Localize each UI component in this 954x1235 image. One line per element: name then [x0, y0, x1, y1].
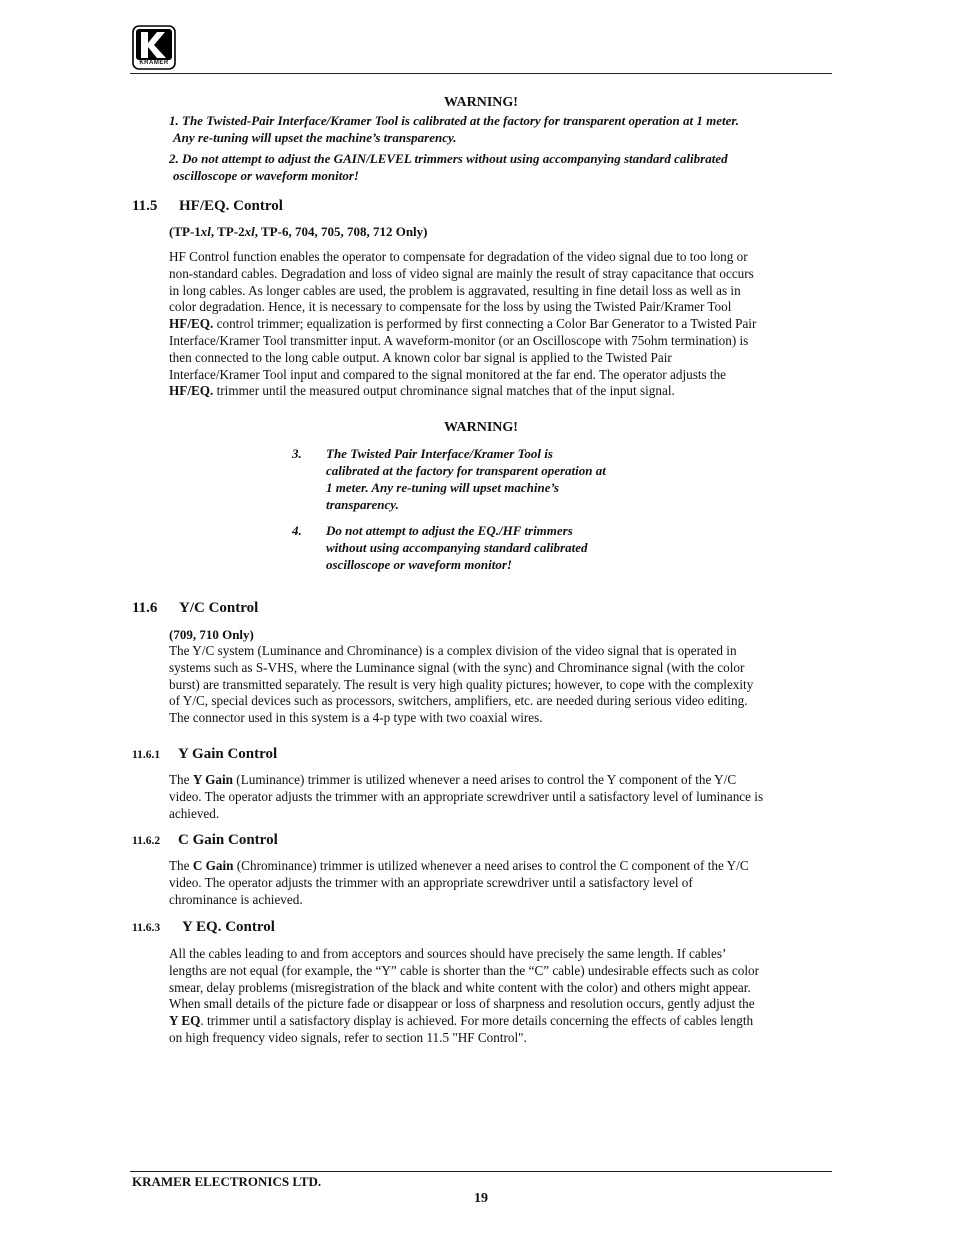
- header-rule: [130, 73, 832, 74]
- line-text: The: [169, 858, 193, 873]
- paragraph-y-gain: [169, 772, 839, 822]
- kramer-logo: [132, 25, 176, 70]
- paragraph-line: The connector used in this system is a 4-p type with two coaxial wires.: [169, 710, 543, 726]
- paragraph-c-gain: [169, 858, 839, 908]
- section-number: 11.6: [132, 600, 158, 616]
- paragraph-line: burst) are transmitted separately. The result is very high quality pictures; however, to cope with the complexity: [169, 676, 754, 692]
- paragraph-line: non-standard cables. Degradation and loss of video signal are mainly the result of stray capacitance that occurs: [169, 265, 754, 281]
- list-line: Do not attempt to adjust the EQ./HF trimmers: [326, 523, 573, 538]
- list-line: without using accompanying standard calibrated: [326, 540, 588, 555]
- paragraph-y-eq: [169, 946, 839, 1047]
- paragraph-line: [169, 858, 839, 875]
- paragraph-line: on high frequency video signals, refer to section 11.5 "HF Control".: [169, 1029, 527, 1045]
- models-part: , TP-2: [210, 224, 245, 239]
- bold-term: Y EQ: [169, 1013, 201, 1029]
- section-heading-11-6-3: [132, 919, 275, 936]
- warning-title: WARNING!: [444, 420, 518, 435]
- paragraph-line: [169, 1013, 839, 1030]
- warning-item-2-line-1: 2. Do not attempt to adjust the GAIN/LEVEL trimmers without using accompanying standard calibrated: [169, 151, 728, 166]
- paragraph-line: smear, delay problems (misregistration of the black and white content with the color) and others might appear.: [169, 979, 751, 995]
- line-text: control trimmer; equalization is performed by first connecting a Color Bar Generator to a Twisted Pair: [213, 316, 757, 332]
- list-line: transparency.: [326, 497, 399, 512]
- paragraph-line: in long cables. As longer cables are used, the problem is aggravated, resulting in fine detail loss as well as in: [169, 282, 741, 298]
- footer-company: KRAMER ELECTRONICS LTD.: [132, 1174, 322, 1189]
- paragraph-line: of Y/C, special devices such as processors, switchers, amplifiers, etc. are needed during serious video editing.: [169, 693, 748, 709]
- section-title: HF/EQ. Control: [179, 198, 283, 214]
- paragraph-line: The Y/C system (Luminance and Chrominance) is a complex division of the video signal that is operated in: [169, 643, 737, 658]
- paragraph-line: Interface/Kramer Tool transmitter input. A waveform-monitor (or an Oscilloscope with 75ohm termination) is: [169, 332, 749, 348]
- list-line: calibrated at the factory for transparent operation at: [326, 463, 606, 478]
- paragraph-line: then connected to the long cable output. A known color bar signal is applied to the Twisted Pair: [169, 349, 672, 365]
- paragraph-line: achieved.: [169, 805, 220, 821]
- bold-term: HF/EQ.: [169, 316, 214, 332]
- paragraph-line: chrominance is achieved.: [169, 891, 303, 907]
- bold-term: C Gain: [192, 858, 234, 873]
- footer-rule: [130, 1171, 832, 1172]
- models-part: (TP-1: [169, 224, 201, 239]
- section-number: 11.5: [132, 198, 158, 214]
- paragraph-line: video. The operator adjusts the trimmer with an appropriate screwdriver until a satisfactory level of luminance is: [169, 788, 764, 804]
- section-heading-11-6-2: [132, 832, 278, 849]
- line-text: (Chrominance) trimmer is utilized whenever a need arises to control the C component of the Y/C: [233, 858, 749, 873]
- paragraph-line: All the cables leading to and from acceptors and sources should have precisely the same length. If cables’: [169, 946, 727, 961]
- paragraph-yc-control: [169, 643, 839, 727]
- warning-title: WARNING!: [444, 95, 518, 110]
- section-models-note: [169, 224, 428, 240]
- bold-term: HF/EQ.: [169, 383, 214, 399]
- models-part: , TP-6, 704, 705, 708, 712 Only): [254, 224, 428, 239]
- paragraph-line: Interface/Kramer Tool input and compared to the signal monitored at the far end. The operator adjusts the: [169, 366, 727, 382]
- paragraph-line: systems such as S-VHS, where the Luminance signal (with the sync) and Chrominance signal (with the color: [169, 659, 745, 675]
- list-number: 4.: [292, 523, 302, 538]
- section-heading-11-5: [132, 198, 283, 215]
- paragraph-line: HF Control function enables the operator to compensate for degradation of the video signal due to too long or: [169, 249, 748, 264]
- paragraph-line: [169, 383, 839, 400]
- list-line: 1 meter. Any re-tuning will upset machine’s: [326, 480, 559, 495]
- list-line: The Twisted Pair Interface/Kramer Tool is: [326, 446, 553, 461]
- warning-item-1-line-2: Any re-tuning will upset the machine’s transparency.: [173, 130, 457, 145]
- line-text: The: [169, 772, 193, 787]
- section-models-note: (709, 710 Only): [169, 627, 254, 642]
- section-number: 11.6.2: [132, 835, 161, 847]
- bold-term: Y Gain: [192, 772, 233, 787]
- list-text: [326, 522, 656, 573]
- section-number: 11.6.3: [132, 922, 161, 934]
- list-line: oscilloscope or waveform monitor!: [326, 557, 512, 572]
- paragraph-line: When small details of the picture fade or disappear or loss of sharpness and resolution occurs, gently adjust the: [169, 996, 755, 1012]
- paragraph-line: [169, 772, 839, 789]
- paragraph-line: video. The operator adjusts the trimmer with an appropriate screwdriver until a satisfactory level of: [169, 874, 693, 890]
- warning-item-1-line-1: 1. The Twisted-Pair Interface/Kramer Tool is calibrated at the factory for transparent operation at 1 meter.: [169, 113, 739, 128]
- warning-item-3: [292, 445, 662, 515]
- paragraph-line: color degradation. Hence, it is necessary to compensate for the loss by using the Twisted Pair/Kramer Tool: [169, 299, 732, 315]
- section-title: C Gain Control: [178, 832, 278, 848]
- models-part-italic: xl: [200, 224, 211, 239]
- section-heading-11-6: [132, 600, 258, 617]
- section-title: Y EQ. Control: [182, 919, 275, 935]
- section-title: Y/C Control: [179, 600, 259, 616]
- logo-text: KRAMER: [139, 60, 169, 66]
- line-text: trimmer until the measured output chrominance signal matches that of the input signal.: [213, 383, 675, 399]
- models-part-italic: xl: [244, 224, 255, 239]
- warning-item-4: [292, 522, 662, 574]
- list-text: [326, 445, 656, 513]
- list-number: 3.: [292, 446, 302, 461]
- line-text: . trimmer until a satisfactory display is achieved. For more details concerning the effects of cables length: [200, 1013, 754, 1029]
- paragraph-line: [169, 316, 839, 333]
- warning-item-2-line-2: oscilloscope or waveform monitor!: [173, 168, 359, 183]
- section-number: 11.6.1: [132, 749, 161, 761]
- section-heading-11-6-1: [132, 746, 277, 763]
- line-text: (Luminance) trimmer is utilized whenever a need arises to control the Y component of the Y/C: [233, 772, 737, 787]
- paragraph-hf-control: [169, 249, 839, 400]
- section-title: Y Gain Control: [178, 746, 278, 762]
- paragraph-line: lengths are not equal (for example, the “Y” cable is shorter than the “C” cable) undesirable effects such as color: [169, 962, 760, 978]
- page-number: 19: [474, 1191, 488, 1206]
